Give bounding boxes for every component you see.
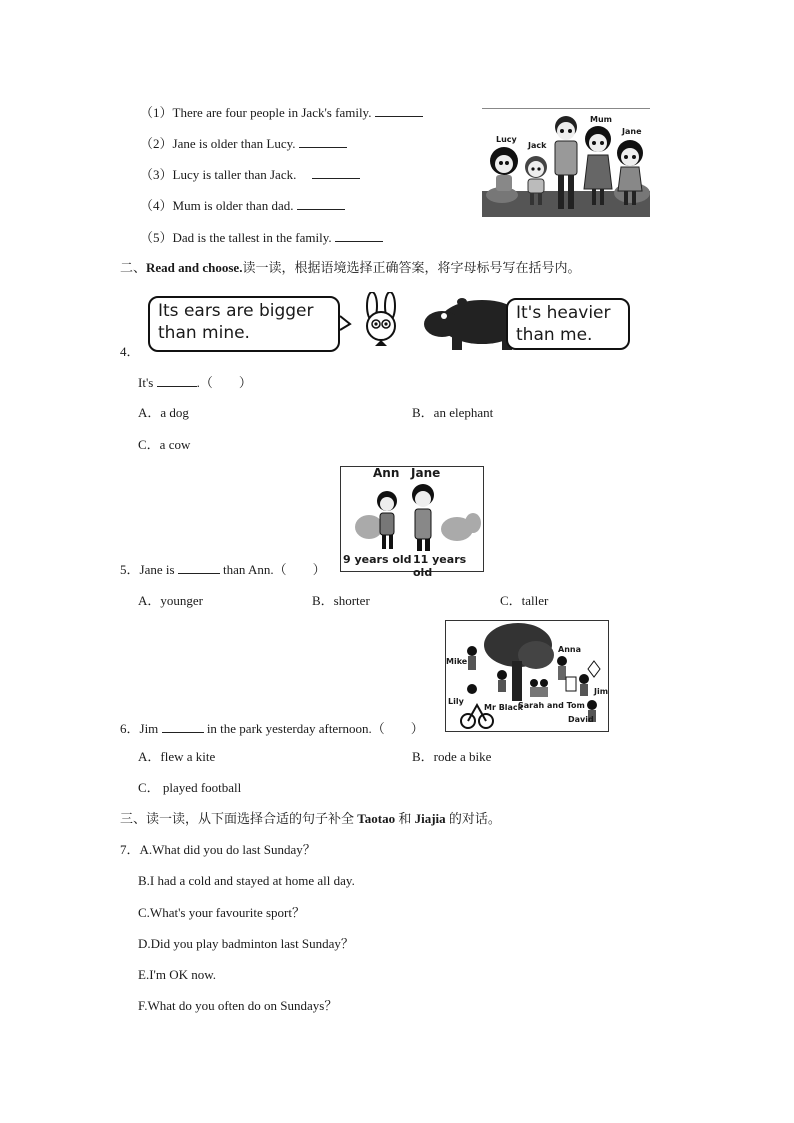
q5-option-c[interactable] xyxy=(500,593,548,609)
q7-sentence-b: B.I had a cold and stayed at home all day. xyxy=(138,873,355,888)
q4-stem-start: It's xyxy=(138,375,154,390)
statement-number: （3） xyxy=(140,167,173,182)
option-text: played football xyxy=(159,780,242,795)
label-sarah-tom: Sarah and Tom xyxy=(518,701,585,710)
label-jim: Jim xyxy=(594,687,609,696)
section-3-heading xyxy=(120,811,501,827)
heading-end: 的对话。 xyxy=(448,811,501,826)
option-letter: C． xyxy=(138,437,160,452)
q5-stem xyxy=(120,561,326,578)
statement-text: Mum is older than dad. xyxy=(172,198,294,213)
q7-sentence-c: C.What's your favourite sport？ xyxy=(138,905,305,920)
option-letter: C． xyxy=(138,780,160,795)
q4-option-b[interactable] xyxy=(412,405,493,421)
label-jack: Jack xyxy=(528,141,547,150)
q7-sentence-f: F.What do you often do on Sundays？ xyxy=(138,998,338,1013)
section-instruction: 读一读，根据语境选择正确答案，将字母标号写在括号内。 xyxy=(242,260,581,275)
answer-blank[interactable] xyxy=(375,104,423,117)
statement-text: Jane is older than Lucy. xyxy=(172,136,296,151)
question-number: 5． xyxy=(120,562,140,577)
statement-number: （5） xyxy=(140,230,173,245)
label-david: David xyxy=(568,715,594,724)
option-letter: B． xyxy=(412,749,434,764)
q5-stem-start: Jane is xyxy=(139,562,175,577)
section-instruction: 读一读，从下面选择合适的句子补全 xyxy=(146,811,355,826)
question-number: 6． xyxy=(120,721,140,736)
option-letter: B． xyxy=(412,405,434,420)
q6-stem-end: in the park yesterday afternoon.（ ） xyxy=(206,721,424,736)
statement-2 xyxy=(140,135,347,152)
q5-option-a[interactable] xyxy=(138,593,203,609)
statement-text: Dad is the tallest in the family. xyxy=(172,230,332,245)
label-jane: Jane xyxy=(411,466,441,480)
statement-5 xyxy=(140,229,383,246)
q5-option-b[interactable] xyxy=(312,593,370,609)
section-number: 三、 xyxy=(120,811,147,826)
option-text: taller xyxy=(521,593,549,608)
answer-blank[interactable] xyxy=(299,135,347,148)
option-text: a dog xyxy=(160,405,189,420)
q5-picture xyxy=(340,466,484,579)
q7-sentence-d: D.Did you play badminton last Sunday？ xyxy=(138,936,354,951)
option-letter: A． xyxy=(138,593,161,608)
q4-number: 4． xyxy=(120,344,140,359)
section-number: 二、 xyxy=(120,260,147,275)
name-jiajia: Jiajia xyxy=(414,811,446,826)
option-text: shorter xyxy=(333,593,370,608)
q6-stem xyxy=(120,720,424,737)
statement-1 xyxy=(140,104,423,121)
answer-blank[interactable] xyxy=(178,561,220,574)
section-title-en: Read and choose. xyxy=(146,260,243,275)
q6-option-b[interactable] xyxy=(412,749,491,765)
label-anna: Anna xyxy=(558,645,581,654)
option-letter: B． xyxy=(312,593,334,608)
statement-text: There are four people in Jack's family. xyxy=(172,105,372,120)
family-illustration xyxy=(482,109,650,217)
q4-stem-end: .（ ） xyxy=(196,375,252,390)
section-2-heading xyxy=(120,260,580,276)
q4-option-a[interactable] xyxy=(138,405,189,421)
option-text: a cow xyxy=(159,437,191,452)
label-jane: Jane xyxy=(622,127,642,136)
q7-sentence-e: E.I'm OK now. xyxy=(138,967,217,982)
family-picture xyxy=(482,108,650,217)
option-text: an elephant xyxy=(433,405,494,420)
q6-picture xyxy=(445,620,609,732)
q6-stem-start: Jim xyxy=(139,721,159,736)
q4-picture xyxy=(148,290,628,356)
q7-sentence-a xyxy=(120,842,316,858)
q4-stem xyxy=(138,374,252,391)
label-mike: Mike xyxy=(446,657,468,666)
option-letter: A． xyxy=(138,749,161,764)
option-text: flew a kite xyxy=(160,749,216,764)
label-mum: Mum xyxy=(590,115,612,124)
statement-number: （1） xyxy=(140,105,173,120)
option-letter: C． xyxy=(500,593,522,608)
label-ann: Ann xyxy=(373,466,400,480)
q5-stem-end: than Ann.（ ） xyxy=(223,562,326,577)
q4-option-c[interactable] xyxy=(138,437,190,453)
heading-and: 和 xyxy=(398,811,412,826)
speech-bubble-hippo: It's heavier than me. xyxy=(506,298,630,350)
question-number: 7． xyxy=(120,842,140,857)
statement-number: （2） xyxy=(140,136,173,151)
statement-number: （4） xyxy=(140,198,173,213)
label-mrblack: Mr Black xyxy=(484,703,523,712)
answer-blank[interactable] xyxy=(297,197,345,210)
statement-3 xyxy=(140,166,360,183)
q6-option-c[interactable] xyxy=(138,780,241,796)
name-taotao: Taotao xyxy=(357,811,396,826)
label-lily: Lily xyxy=(448,697,464,706)
answer-blank[interactable] xyxy=(162,720,204,733)
age-ann: 9 years old xyxy=(343,553,412,566)
sentence-text: A.What did you do last Sunday？ xyxy=(139,842,316,857)
age-jane: 11 years old xyxy=(413,553,467,579)
answer-blank[interactable] xyxy=(335,229,383,242)
statement-text: Lucy is taller than Jack. xyxy=(172,167,297,182)
option-text: rode a bike xyxy=(433,749,492,764)
q6-option-a[interactable] xyxy=(138,749,215,765)
answer-blank[interactable] xyxy=(312,166,360,179)
statement-4 xyxy=(140,197,345,214)
option-text: younger xyxy=(160,593,203,608)
answer-blank[interactable] xyxy=(157,374,197,387)
speech-bubble-rabbit: Its ears are bigger than mine. xyxy=(148,296,340,352)
option-letter: A． xyxy=(138,405,161,420)
label-lucy: Lucy xyxy=(496,135,517,144)
